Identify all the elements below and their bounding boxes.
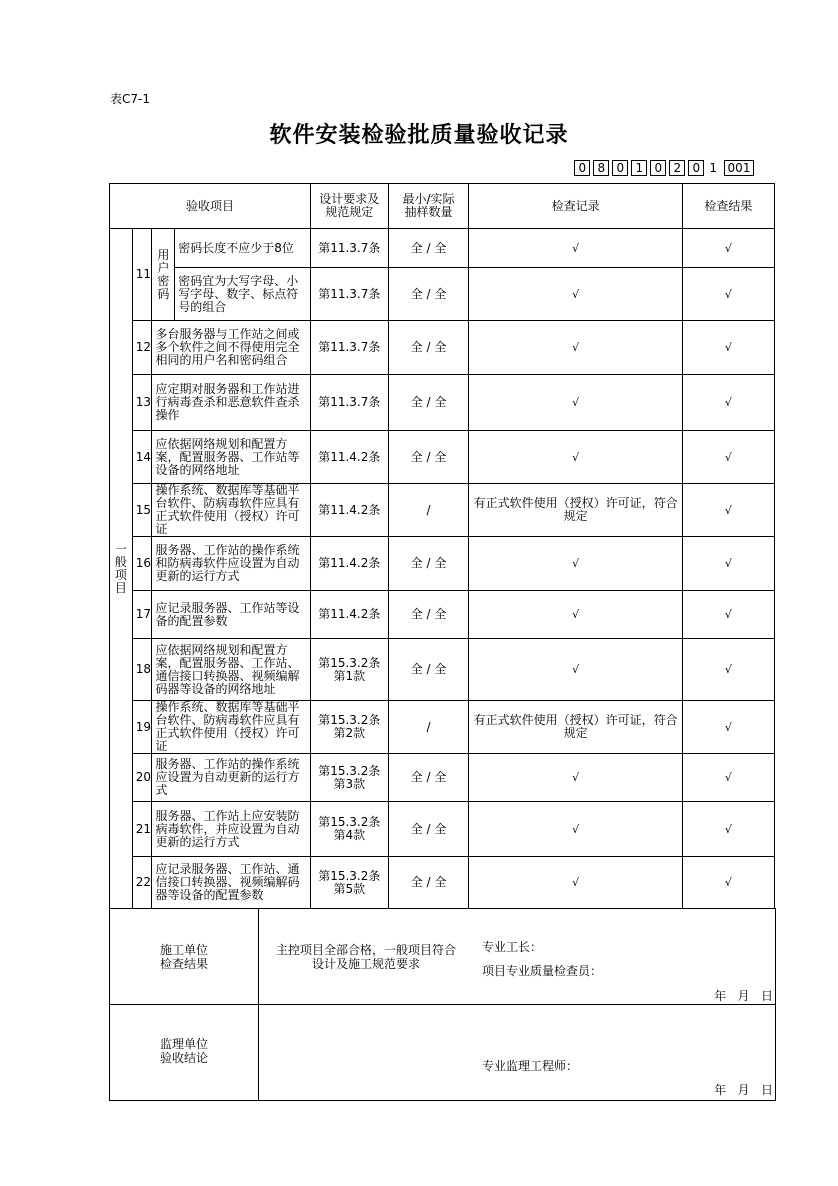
table-header xyxy=(110,184,775,229)
row-number: 22 xyxy=(132,857,152,909)
foreman-label: 专业工长： xyxy=(482,940,543,954)
row-sample: 全 / 全 xyxy=(388,857,469,909)
construction-label-cell xyxy=(110,909,259,1005)
row-number: 12 xyxy=(132,321,152,375)
doc-number-digit[interactable]: 0 xyxy=(612,160,628,176)
row-sample: 全 / 全 xyxy=(388,537,469,591)
doc-number-digit[interactable]: 0 xyxy=(688,160,704,176)
table-row xyxy=(110,639,775,701)
sub-label-user-password: 用 户 密 码 xyxy=(152,229,175,321)
row-number: 11 xyxy=(132,229,152,321)
header-sampling: 最小/实际 抽样数量 xyxy=(388,184,469,229)
row-content: 应记录服务器、工作站、通信接口转换器、视频编解码器等设备的配置参数 xyxy=(152,857,310,909)
row-record[interactable]: √ xyxy=(469,537,682,591)
row-sample: 全 / 全 xyxy=(388,375,469,431)
row-sample: 全 / 全 xyxy=(388,802,469,857)
row-result[interactable]: √ xyxy=(682,802,774,857)
row-result[interactable]: √ xyxy=(682,321,774,375)
table-row xyxy=(110,701,775,754)
signature-table xyxy=(109,908,776,1101)
header-result: 检查结果 xyxy=(682,184,774,229)
table-row xyxy=(110,268,775,321)
row-sample: 全 / 全 xyxy=(388,639,469,701)
row-clause: 第11.3.7条 xyxy=(310,375,388,431)
row-number: 14 xyxy=(132,431,152,484)
table-row xyxy=(110,802,775,857)
row-clause: 第11.4.2条 xyxy=(310,591,388,639)
row-number: 16 xyxy=(132,537,152,591)
quality-inspector-label: 项目专业质量检查员： xyxy=(482,964,603,978)
row-result[interactable]: √ xyxy=(682,375,774,431)
row-content: 服务器、工作站的操作系统和防病毒软件应设置为自动更新的运行方式 xyxy=(152,537,310,591)
row-result[interactable]: √ xyxy=(682,639,774,701)
row-content: 多台服务器与工作站之间或多个软件之间不得使用完全相同的用户名和密码组合 xyxy=(152,321,310,375)
row-content: 操作系统、数据库等基础平台软件、防病毒软件应具有正式软件使用（授权）许可证 xyxy=(152,484,310,537)
row-clause: 第11.4.2条 xyxy=(310,537,388,591)
header-record: 检查记录 xyxy=(469,184,682,229)
row-sample: 全 / 全 xyxy=(388,229,469,268)
header-item: 验收项目 xyxy=(110,184,311,229)
supervision-date: 年 月 日 xyxy=(714,1083,773,1097)
row-record[interactable]: 有正式软件使用（授权）许可证，符合规定 xyxy=(469,484,682,537)
row-record[interactable]: √ xyxy=(469,268,682,321)
row-sample: 全 / 全 xyxy=(388,591,469,639)
doc-number-digit[interactable]: 0 xyxy=(650,160,666,176)
form-code: 表C7-1 xyxy=(110,92,150,106)
row-clause: 第15.3.2条第1款 xyxy=(310,639,388,701)
row-clause: 第11.3.7条 xyxy=(310,229,388,268)
supervision-row xyxy=(110,1005,776,1101)
table-row xyxy=(110,857,775,909)
row-result[interactable]: √ xyxy=(682,857,774,909)
row-sample: / xyxy=(388,701,469,754)
document-number xyxy=(574,160,754,176)
row-sample: 全 / 全 xyxy=(388,754,469,802)
table-row xyxy=(110,375,775,431)
row-record[interactable]: √ xyxy=(469,591,682,639)
row-sample: 全 / 全 xyxy=(388,431,469,484)
table-row xyxy=(110,321,775,375)
construction-label: 施工单位 检查结果 xyxy=(159,943,208,971)
row-sample: 全 / 全 xyxy=(388,321,469,375)
row-record[interactable]: √ xyxy=(469,802,682,857)
row-sample: / xyxy=(388,484,469,537)
row-content: 应定期对服务器和工作站进行病毒查杀和恶意软件查杀操作 xyxy=(152,375,310,431)
table-row xyxy=(110,591,775,639)
row-content: 服务器、工作站的操作系统应设置为自动更新的运行方式 xyxy=(152,754,310,802)
table-row xyxy=(110,754,775,802)
construction-content-cell[interactable] xyxy=(259,909,776,1005)
row-sample: 全 / 全 xyxy=(388,268,469,321)
row-result[interactable]: √ xyxy=(682,268,774,321)
doc-number-digit[interactable]: 8 xyxy=(593,160,609,176)
doc-number-suffix[interactable]: 001 xyxy=(724,160,754,176)
row-number: 19 xyxy=(132,701,152,754)
row-record[interactable]: √ xyxy=(469,754,682,802)
row-content: 服务器、工作站上应安装防病毒软件，并应设置为自动更新的运行方式 xyxy=(152,802,310,857)
row-record[interactable]: 有正式软件使用（授权）许可证，符合规定 xyxy=(469,701,682,754)
inspection-table xyxy=(109,183,775,909)
row-clause: 第15.3.2条第5款 xyxy=(310,857,388,909)
row-result[interactable]: √ xyxy=(682,701,774,754)
row-number: 20 xyxy=(132,754,152,802)
row-number: 13 xyxy=(132,375,152,431)
row-content: 操作系统、数据库等基础平台软件、防病毒软件应具有正式软件使用（授权）许可证 xyxy=(152,701,310,754)
doc-number-digit[interactable]: 1 xyxy=(631,160,647,176)
group-label-general: 一 般 项 目 xyxy=(110,229,133,909)
row-content: 应依据网络规划和配置方案，配置服务器、工作站、通信接口转换器、视频编解码器等设备的网络地址 xyxy=(152,639,310,701)
row-clause: 第11.3.7条 xyxy=(310,321,388,375)
row-clause: 第15.3.2条第4款 xyxy=(310,802,388,857)
row-record[interactable]: √ xyxy=(469,639,682,701)
row-result[interactable]: √ xyxy=(682,431,774,484)
table-row xyxy=(110,537,775,591)
supervision-content-cell[interactable] xyxy=(259,1005,776,1101)
row-content: 密码宜为大写字母、小写字母、数字、标点符号的组合 xyxy=(175,268,311,321)
row-record[interactable]: √ xyxy=(469,321,682,375)
row-result[interactable]: √ xyxy=(682,591,774,639)
row-result[interactable]: √ xyxy=(682,754,774,802)
construction-conclusion: 主控项目全部合格，一般项目符合 设计及施工规范要求 xyxy=(275,943,456,971)
header-design-requirement: 设计要求及 规范规定 xyxy=(310,184,388,229)
row-record[interactable]: √ xyxy=(469,229,682,268)
row-clause: 第15.3.2条第3款 xyxy=(310,754,388,802)
supervision-engineer-label: 专业监理工程师： xyxy=(482,1059,579,1073)
row-result[interactable]: √ xyxy=(682,537,774,591)
doc-number-digit[interactable]: 2 xyxy=(669,160,685,176)
row-number: 15 xyxy=(132,484,152,537)
row-clause: 第11.4.2条 xyxy=(310,484,388,537)
row-content: 应依据网络规划和配置方案，配置服务器、工作站等设备的网络地址 xyxy=(152,431,310,484)
page-title: 软件安装检验批质量验收记录 xyxy=(269,123,569,148)
row-number: 21 xyxy=(132,802,152,857)
row-clause: 第11.4.2条 xyxy=(310,431,388,484)
construction-row xyxy=(110,909,776,1005)
row-record[interactable]: √ xyxy=(469,375,682,431)
supervision-label-cell xyxy=(110,1005,259,1101)
construction-date: 年 月 日 xyxy=(714,989,773,1003)
row-result[interactable]: √ xyxy=(682,484,774,537)
table-row xyxy=(110,484,775,537)
row-record[interactable]: √ xyxy=(469,431,682,484)
row-record[interactable]: √ xyxy=(469,857,682,909)
doc-number-digit[interactable]: 0 xyxy=(574,160,590,176)
row-number: 18 xyxy=(132,639,152,701)
table-row xyxy=(110,229,775,268)
row-clause: 第15.3.2条第2款 xyxy=(310,701,388,754)
supervision-label: 监理单位 验收结论 xyxy=(159,1037,208,1065)
table-row xyxy=(110,431,775,484)
doc-number-digit[interactable]: 1 xyxy=(709,161,717,175)
row-content: 密码长度不应少于8位 xyxy=(175,229,311,268)
row-number: 17 xyxy=(132,591,152,639)
row-result[interactable]: √ xyxy=(682,229,774,268)
row-content: 应记录服务器、工作站等设备的配置参数 xyxy=(152,591,310,639)
row-clause: 第11.3.7条 xyxy=(310,268,388,321)
